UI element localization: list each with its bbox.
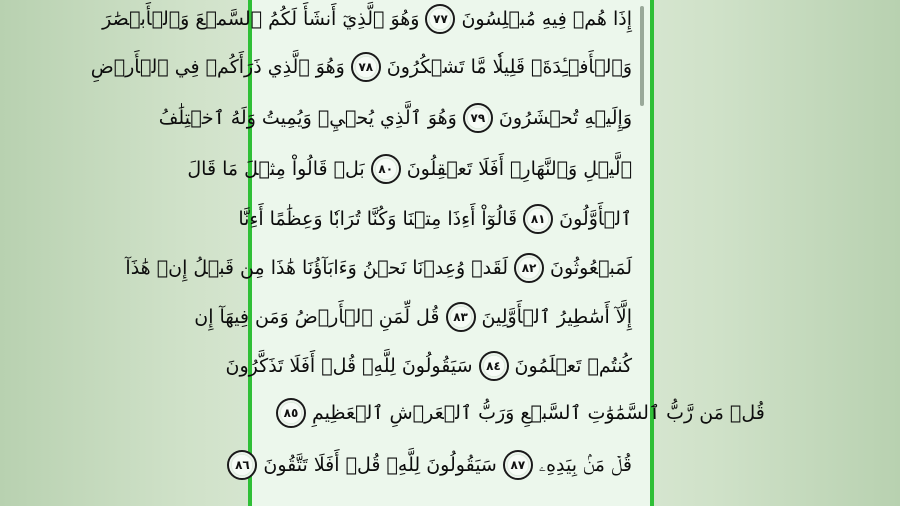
verse-text: إِلَّآ أَسَٰطِيرُ ٱلۡأَوَّلِينَ [481, 306, 632, 328]
verse-text: وَهُوَ ٱلَّذِيٓ أَنشَأَ لَكُمُ ٱلسَّمۡعَ وَٱلۡأَبۡصَٰرَ [102, 8, 420, 30]
verse-line [102, 0, 632, 42]
verse-text: ٱلَّيۡلِ وَٱلنَّهَارِۚ أَفَلَا تَعۡقِلُونَ [406, 158, 632, 180]
verse-text: وَهُوَ ٱلَّذِي ذَرَأَكُمۡ فِي ٱلۡأَرۡضِ [90, 56, 345, 78]
verse-line [187, 146, 632, 192]
verse-text: وَهُوَ ٱلَّذِي يُحۡيِۦ وَيُمِيتُ وَلَهُ ٱخۡتِلَٰفُ [158, 107, 457, 129]
verse-text: قَالُوٓاْ أَءِذَا مِتۡنَا وَكُنَّا تُرَابٗا وَعِظَٰمًا أَءِنَّا [238, 208, 518, 230]
ayah-marker: ٨٠ [371, 154, 401, 184]
verse-text: وَٱلۡأَفۡـِٔدَةَۚ قَلِيلٗا مَّا تَشۡكُرُونَ [386, 56, 632, 78]
verse-text: إِذَا هُمۡ فِيهِ مُبۡلِسُونَ [461, 8, 632, 30]
ayah-marker: ٧٩ [463, 103, 493, 133]
verse-line [125, 245, 632, 291]
mushaf-page [90, 0, 765, 506]
ayah-marker: ٨٢ [514, 253, 544, 283]
verse-text: سَيَقُولُونَ لِلَّهِۚ قُلۡ أَفَلَا تَتَّقُونَ [263, 454, 497, 476]
verse-line [235, 442, 632, 488]
scrollbar-thumb[interactable] [640, 6, 644, 106]
verse-line [238, 196, 632, 242]
verse-text: وَإِلَيۡهِ تُحۡشَرُونَ [498, 107, 632, 129]
verse-text: ٱلۡأَوَّلُونَ [559, 208, 632, 230]
verse-text: لَمَبۡعُوثُونَ [550, 257, 632, 279]
ayah-marker: ٧٧ [425, 4, 455, 34]
ayah-marker: ٨١ [523, 204, 553, 234]
verse-text: قُلۡ مَن رَّبُّ ٱلسَّمَٰوَٰتِ ٱلسَّبۡعِ وَرَبُّ ٱلۡعَرۡشِ ٱلۡعَظِيمِ [312, 402, 765, 424]
verse-text: كُنتُمۡ تَعۡلَمُونَ [514, 355, 632, 377]
ayah-marker: ٨٥ [276, 398, 306, 428]
verse-text: سَيَقُولُونَ لِلَّهِۚ قُلۡ أَفَلَا تَذَكَّرُونَ [225, 355, 473, 377]
verse-line [225, 343, 632, 389]
ayah-marker: ٨٦ [227, 450, 257, 480]
verse-line [194, 294, 632, 340]
verse-line [270, 390, 765, 436]
verse-text: لَقَدۡ وُعِدۡنَا نَحۡنُ وَءَابَآؤُنَا هَٰذَا مِن قَبۡلُ إِنۡ هَٰذَآ [125, 257, 509, 279]
ayah-marker: ٧٨ [351, 52, 381, 82]
verse-text: قُلۡ مَنۢ بِيَدِهِۦ [538, 454, 632, 476]
ayah-marker: ٨٤ [479, 351, 509, 381]
verse-line [90, 44, 632, 90]
verse-text: بَلۡ قَالُواْ مِثۡلَ مَا قَالَ [187, 158, 365, 180]
ayah-marker: ٨٣ [446, 302, 476, 332]
verse-lines [90, 0, 765, 506]
verse-line [158, 95, 632, 141]
ayah-marker: ٨٧ [503, 450, 533, 480]
verse-text: قُل لِّمَنِ ٱلۡأَرۡضُ وَمَن فِيهَآ إِن [194, 306, 440, 328]
